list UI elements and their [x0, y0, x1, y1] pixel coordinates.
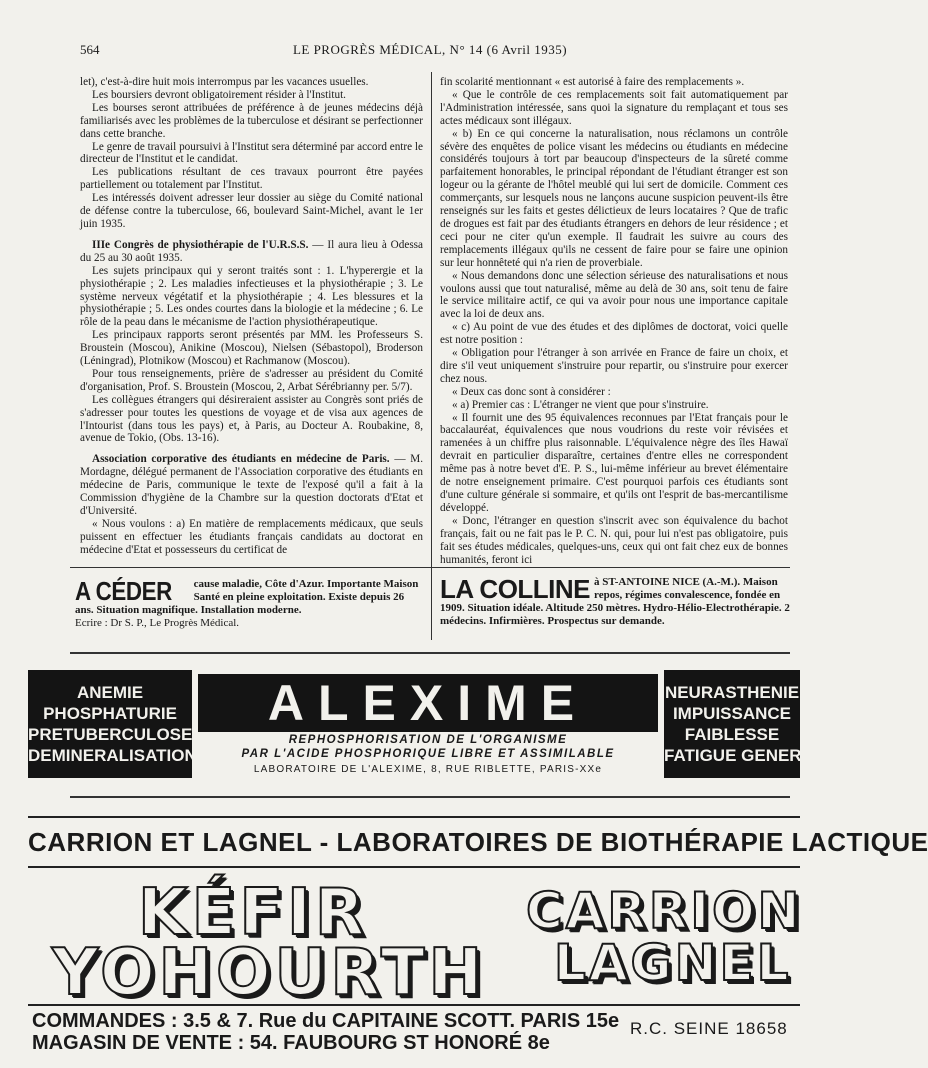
right-column: [440, 76, 788, 566]
indication: PHOSPHATURIE: [43, 704, 177, 723]
section-intro: — Il aura lieu à Odessa du 25 au 30 août 1935.: [80, 238, 423, 264]
shop-address: MAGASIN DE VENTE : 54. FAUBOURG ST HONORÉ 8e: [32, 1032, 550, 1054]
paragraph: Le genre de travail poursuivi à l'Institut sera déterminé par accord entre le directeur de l'Institut et le candidat.: [80, 140, 423, 166]
paragraph: « Nous voulons : a) En matière de remplacements médicaux, que seuls puissent en effectuer les étudiants français candidats au doctorat en médecine d'Etat et possesseurs du certificat de: [80, 517, 423, 556]
paragraph: Les sujets principaux qui y seront traités sont : 1. L'hyperergie et la physiothérapie ; 2. Les maladies infectieuses et la physiothérapie ; 3. Le système nerveux végétatif et la physiothérapie ; 4. Les blessures et la physiothérapie ; 5. Les ondes courtes dans la biologie et la médecine ; 6. Le rôle de la peau dans le mécanisme de l'action physiothérapeutique.: [80, 264, 423, 329]
alexime-address: LABORATOIRE DE L'ALEXIME, 8, RUE RIBLETTE, PARIS-XXe: [253, 764, 603, 775]
alexime-brand: ALEXIME: [198, 674, 658, 732]
section-association: [80, 453, 423, 518]
divider-line: [70, 567, 790, 568]
section-congres: [80, 239, 423, 265]
orders-address: COMMANDES : 3.5 & 7. Rue du CAPITAINE SCOTT. PARIS 15e: [32, 1010, 620, 1032]
paragraph: « Obligation pour l'étranger à son arrivée en France de faire un choix, et dire s'il veut uniquement s'instruire pour repartir, ou s'instruire pour exercer chez nous.: [440, 347, 788, 385]
paragraph: « c) Au point de vue des études et des diplômes de doctorat, voici quelle est notre position :: [440, 321, 788, 347]
indication: IMPUISSANCE: [672, 704, 792, 723]
alexime-tagline: PAR L'ACIDE PHOSPHORIQUE LIBRE ET ASSIMILABLE: [241, 748, 615, 760]
indication: PRETUBERCULOSE: [28, 725, 193, 744]
journal-title: LE PROGRÈS MÉDICAL, N° 14 (6 Avril 1935): [292, 42, 568, 57]
ad-body: à ST-ANTOINE NICE (A.-M.). Maison repos, régimes convalescence, fondée en 1909. Situation idéale. Altitude 250 mètres. Hydro-Hélio-Electrothérapie. 2 médecins. Infirmières. Prospectus sur demande.: [440, 576, 790, 627]
indication: FAIBLESSE: [684, 725, 780, 744]
indication: DEMINERALISATION: [28, 746, 197, 765]
paragraph: Les principaux rapports seront présentés par MM. les Professeurs S. Broustein (Moscou), Anikine (Moscou), Nielsen (Sébastopol), Broderson (Léningrad), Plotnikow (Moscou) et Rachmanow (Moscou).: [80, 329, 423, 368]
divider-line: [70, 796, 790, 798]
page-header: [80, 42, 780, 58]
section-heading: IIIe Congrès de physiothérapie de l'U.R.S.S.: [92, 238, 309, 251]
paragraph: Les collègues étrangers qui désireraient assister au Congrès sont priés de s'adresser pour toutes les questions de voyage et de visa aux agences de l'Intourist (dans tous les pays) et, à Paris, au Docteur A. Roubakine, 8, avenue de Tokio, (Obs. 13-16).: [80, 393, 423, 445]
ad-title: LA COLLINE: [440, 574, 591, 604]
paragraph: « Deux cas donc sont à considérer :: [452, 385, 611, 398]
yohourth-word: YOHOURTH: [52, 936, 487, 1010]
page-number: 564: [80, 42, 100, 57]
paragraph: « b) En ce qui concerne la naturalisation, nous réclamons un contrôle sévère des enquêtes de police visant les médecins ou étudiants en médecine considérés toujours à tort par beaucoup d'inspecteurs de la sûreté comme parfaitement honorables, le principal répondant de l'étudiant étranger est son logeur ou la gérante de l'hôtel meublé qui lui sert de domicile. Comment ces commerçants, sur lesquels nous ne lançons aucune suspicion peuvent-ils être renseignés sur les faits et gestes délictieux de leurs locataires ? Que de trafic de drogues est fait par des étudiants étrangers en dehors de leur résidence ; et ceci pour ne citer qu'un exemple. Il faudrait les suivre au cours des remplacements illégaux qu'ils ne cessent de faire pour se faire une opinion sur leur honnêteté qui n'a rien de proverbiale.: [440, 127, 788, 269]
left-column: [80, 76, 423, 557]
kefir-footer: [28, 1004, 800, 1056]
paragraph: Les boursiers devront obligatoirement résider à l'Institut.: [92, 88, 346, 101]
paragraph: « Donc, l'étranger en question s'inscrit avec son équivalence du bachot français, fait ou ne fait pas le P. C. N. qui, pour lui n'est pas obligatoire, puis fait ses études médicales, quelques-uns, ceux qui ont fait chez eux de bonnes humanités, feront ici: [440, 514, 788, 566]
paragraph: « Nous demandons donc une sélection sérieuse des naturalisations et nous voulons aussi que tout naturalisé, même au delà de 30 ans, soit tenu de faire le service militaire actif, ce qui va avoir pour nous une importance capitale avec la loi de deux ans.: [440, 269, 788, 321]
ad-contact: Ecrire : Dr S. P., Le Progrès Médical.: [75, 617, 240, 629]
registry-number: R.C. SEINE 18658: [630, 1019, 788, 1038]
paragraph: « Que le contrôle de ces remplacements soit fait automatiquement par l'Administration intéressée, sans quoi la signature du remplaçant et tous ses actes médicaux sont illégaux.: [440, 88, 788, 127]
kefir-header: CARRION ET LAGNEL - LABORATOIRES DE BIOTHÉRAPIE LACTIQUE: [28, 816, 800, 868]
indication: ANEMIE: [76, 683, 144, 702]
paragraph: « Il fournit une des 95 équivalences reconnues par l'Etat français pour le baccalauréat, équivalences que nous voudrions du reste voir révisées et ramenées à un chiffre plus raisonnable. L'équivalence nègre des îles Hawaï devrait en particulier disparaître, certaines d'entre elles ne correspondent même pas à notre bevet d'E. P. S., lui-même inférieur au brevet élémentaire de notre enseignement primaire. C'est pourquoi parfois ces étudiants sont d'une culture générale si sommaire, et qu'ils ont l'esprit de bas-mercantilisme développé.: [440, 411, 788, 514]
section-intro: — M. Mordagne, délégué permanent de l'Association corporative des étudiants en médecine de Paris, communique le texte de l'exposé qu'il a fait à la Commission d'hygiène de la Chambre sur la question doctorats d'Etat et d'Université.: [80, 453, 423, 517]
paragraph: let), c'est-à-dire huit mois interrompus par les vacances usuelles.: [80, 76, 369, 88]
ad-a-ceder: [75, 578, 425, 630]
indication: FATIGUE GENERALE: [664, 746, 836, 765]
brand-carrion: CARRION: [526, 882, 803, 940]
section-heading: Association corporative des étudiants en médecine de Paris.: [92, 453, 390, 466]
alexime-ad: [28, 670, 836, 780]
paragraph: Les publications résultant de ces travaux pourront être payées partiellement ou totalement par l'Institut.: [80, 166, 423, 192]
paragraph: fin scolarité mentionnant « est autorisé à faire des remplacements ».: [440, 76, 745, 88]
ad-body: cause maladie, Côte d'Azur. Importante Maison Santé en pleine exploitation. Existe depuis 26 ans. Situation magnifique. Installation moderne.: [75, 578, 419, 616]
divider-line: [70, 652, 790, 654]
column-divider: [431, 72, 432, 640]
alexime-tagline: REPHOSPHORISATION DE L'ORGANISME: [288, 734, 568, 746]
alexime-center: [198, 670, 658, 778]
ad-la-colline: [440, 576, 790, 628]
alexime-indications-right: [664, 670, 836, 778]
paragraph: Les intéressés doivent adresser leur dossier au siège du Comité national de défense contre la tuberculose, 66, boulevard Saint-Michel, avant le 1er juin 1935.: [80, 192, 423, 230]
brand-lagnel: LAGNEL: [554, 934, 792, 992]
kefir-ad: [28, 816, 928, 1056]
indication: NEURASTHENIE: [664, 683, 800, 702]
kefir-word: KÉFIR: [138, 876, 369, 950]
paragraph: « a) Premier cas : L'étranger ne vient que pour s'instruire.: [452, 398, 709, 411]
paragraph: Les bourses seront attribuées de préférence à de jeunes médecins déjà familiarisés avec les problèmes de la tuberculose et désirant se perfectionner dans cette branche.: [80, 101, 423, 140]
alexime-indications: [28, 670, 197, 778]
paragraph: Pour tous renseignements, prière de s'adresser au président du Comité d'organisation, Prof. S. Broustein (Moscou, 2, Arbat Sérébrianny per. 5/7).: [80, 367, 423, 393]
ad-title: A CÉDER: [75, 576, 172, 606]
